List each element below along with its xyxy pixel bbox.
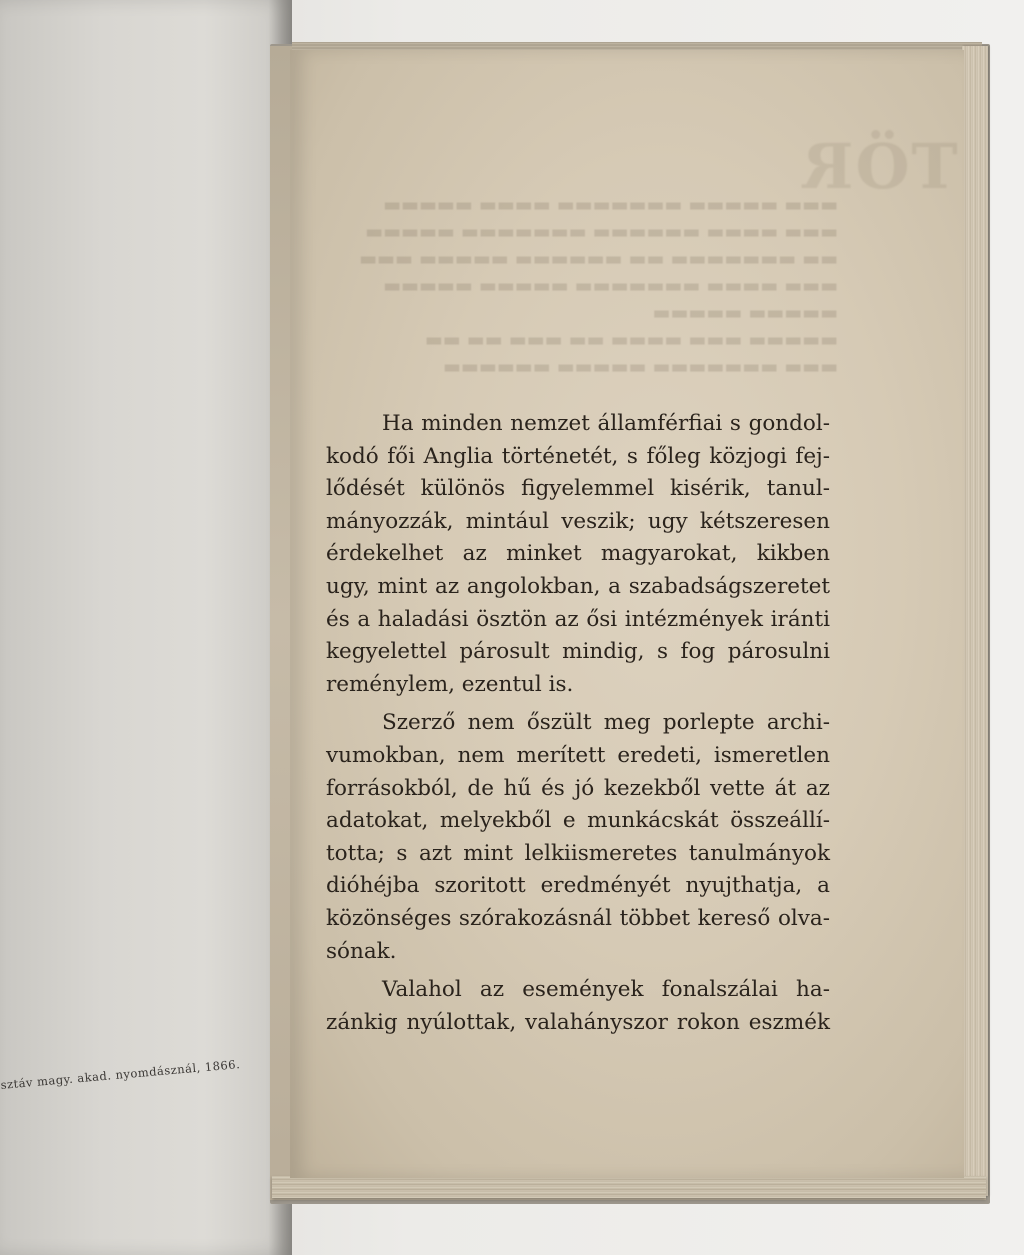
- page-edges-bottom: [272, 1176, 986, 1198]
- text-line: zánkig nyúlottak, valahányszor rokon eszmék: [326, 1009, 830, 1035]
- text-line: Szerző nem őszült meg porlepte archi-: [382, 710, 830, 736]
- text-line: mányozzák, mintául veszik; ugy kétszeresen: [326, 508, 830, 534]
- text-line: ugy, mint az angolokban, a szabadságszeretet: [326, 573, 830, 599]
- text-line: reménylem, ezentul is.: [326, 671, 574, 697]
- page-body-text: [326, 408, 830, 1039]
- paragraph: [326, 707, 830, 968]
- text-line: kegyelettel párosult mindig, s fog párosulni: [326, 639, 830, 665]
- text-line: vumokban, nem merített eredeti, ismeretlen: [326, 742, 830, 768]
- text-line: totta; s azt mint lelkiismeretes tanulmányok: [326, 840, 830, 866]
- show-through-text: ▬▬▬ ▬▬▬▬▬ ▬▬▬▬▬▬▬ ▬▬▬▬ ▬▬▬▬▬ ▬▬▬ ▬▬▬▬ ▬▬▬▬▬▬ ▬▬▬▬▬▬▬ ▬▬▬▬▬ ▬▬ ▬▬▬▬▬▬▬ ▬▬ ▬▬▬▬▬▬ ▬▬▬▬▬ ▬▬▬ ▬▬▬ ▬▬▬▬ ▬▬▬▬▬▬▬ ▬▬▬▬▬ ▬▬▬▬▬ ▬▬▬▬▬ ▬▬▬▬▬ ▬▬▬▬▬ ▬▬▬ ▬▬▬▬ ▬▬ ▬▬▬ ▬▬ ▬▬ ▬▬▬ ▬▬▬▬▬▬▬ ▬▬▬▬▬ ▬▬▬▬▬▬: [359, 194, 838, 378]
- text-line: kodó fői Anglia történetét, s főleg közjogi fej-: [326, 443, 830, 469]
- text-line: Ha minden nemzet államférfiai s gondol-: [382, 411, 830, 436]
- text-line: közönséges szórakozásnál többet kereső olva-: [326, 905, 830, 931]
- printer-imprint: sztáv magy. akad. nyomdásznál, 1866.: [0, 1057, 241, 1092]
- text-line: forrásokból, de hű és jó kezekből vette át az: [326, 775, 830, 801]
- text-line: lődését különös figyelemmel kisérik, tanul-: [326, 476, 830, 502]
- paragraph: [326, 974, 830, 1039]
- text-line: érdekelhet az minket magyarokat, kikben: [326, 541, 830, 567]
- text-line: dióhéjba szoritott eredményét nyujthatja, a: [326, 873, 830, 899]
- show-through-heading: TÖR: [800, 130, 958, 203]
- text-line: Valahol az események fonalszálai ha-: [382, 977, 830, 1003]
- page-edges-right: [962, 46, 988, 1196]
- text-line: és a haladási ösztön az ősi intézmények iránti: [326, 606, 830, 632]
- text-line: sónak.: [326, 938, 397, 964]
- text-line: adatokat, melyekből e munkácskát összeállí-: [326, 808, 830, 834]
- paragraph: [326, 408, 830, 701]
